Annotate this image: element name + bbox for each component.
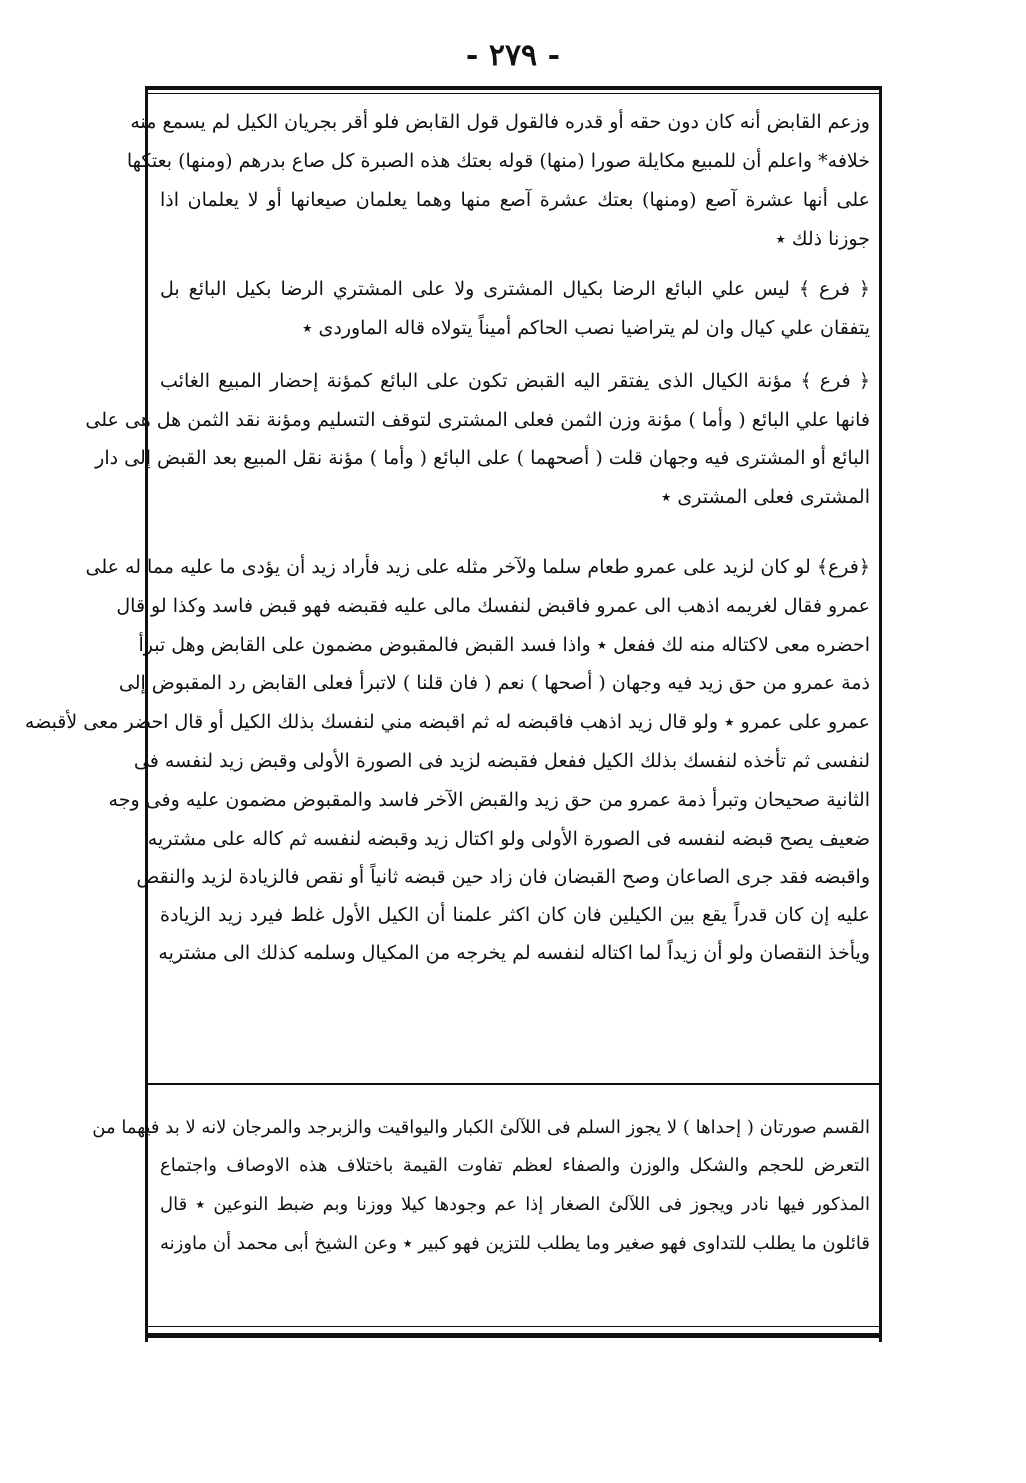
- text-line: ضعيف يصح قبضه لنفسه فى الصورة الأولى ولو اكتال زيد وقبضه لنفسه ثم كاله على مشتريه: [147, 828, 870, 850]
- text-line: الثانية صحيحان وتبرأ ذمة عمرو من حق زيد والقبض الآخر فاسد والمقبوض مضمون عليه وفى وجه: [108, 789, 870, 811]
- text-line: عمرو على عمرو ٭ ولو قال زيد اذهب فاقبضه له ثم اقبضه مني لنفسك بذلك الكيل أو قال احضر معى لأقبضه: [24, 711, 870, 733]
- footnote-line: قائلون ما يطلب للتداوى فهو صغير وما يطلب للتزين فهو كبير ٭ وعن الشيخ أبى محمد أن ماوزنه: [160, 1233, 870, 1254]
- frame-top-rule-thick: [145, 86, 882, 90]
- text-line: خلافه* واعلم أن للمبيع مكايلة صورا (منها) قوله بعتك هذه الصبرة كل صاع بدرهم (ومنها) بعتكها: [126, 150, 870, 172]
- text-line: يتفقان علي كيال وان لم يتراضيا نصب الحاكم أميناً يتولاه قاله الماوردى ٭: [302, 317, 870, 339]
- text-line: عمرو فقال لغريمه اذهب الى عمرو فاقبض لنفسك مالى عليه فقبضه فهو قبض فاسد وكذا لو قال: [116, 595, 870, 617]
- frame-top-rule-thin: [145, 93, 882, 94]
- page-number: - ٢٧٩ -: [465, 38, 561, 73]
- frame-bottom-rule-thick: [145, 1333, 882, 1338]
- text-line: على أنها عشرة آصع (ومنها) بعتك عشرة آصع منها وهما يعلمان صيعانها أو لا يعلمان اذا: [160, 189, 870, 211]
- text-line: ﴿فرع﴾ لو كان لزيد على عمرو طعام سلما ولآخر مثله على زيد فأراد زيد أن يؤدى ما عليه مما له على: [85, 556, 870, 578]
- text-line: عليه إن كان قدراً يقع بين الكيلين فان كان اكثر علمنا أن الكيل الأول غلط فيرد زيد الزيادة: [160, 904, 870, 926]
- text-line: جوزنا ذلك ٭: [775, 228, 870, 250]
- footnote-line: التعرض للحجم والشكل والوزن والصفاء لعظم تفاوت القيمة باختلاف هذه الاوصاف واجتماع: [160, 1155, 870, 1176]
- text-line: واقبضه فقد جرى الصاعان وصح القبضان فان زاد حين قبضه ثانياً أو نقص فالزيادة لزيد والنقص: [136, 866, 870, 888]
- text-line: وزعم القابض أنه كان دون حقه أو قدره فالقول قول القابض فلو أقر بجريان الكيل لم يسمع منه: [130, 111, 870, 133]
- text-line: فانها علي البائع ( وأما ) مؤنة وزن الثمن فعلى المشترى لتوقف التسليم ومؤنة نقد الثمن هل هى على: [85, 409, 870, 431]
- text-line: ذمة عمرو من حق زيد فيه وجهان ( أصحها ) نعم ( فان قلنا ) لاتبرأ فعلى القابض رد المقبوض إلى: [118, 672, 870, 694]
- text-line: ويأخذ النقصان ولو أن زيداً لما اكتاله لنفسه لم يخرجه من المكيال وسلمه كذلك الى مشتريه: [158, 942, 870, 964]
- text-line: ﴿ فرع ﴾ ليس علي البائع الرضا بكيال المشترى ولا على المشتري الرضا بكيل البائع بل: [160, 278, 870, 300]
- footnote-divider: [145, 1083, 882, 1085]
- footnote-line: القسم صورتان ( إحداها ) لا يجوز السلم فى اللآلئ الكبار واليواقيت والزبرجد والمرجان لانه لا بد فيهما من: [92, 1117, 870, 1138]
- frame-right-border: [879, 86, 882, 1342]
- text-line: البائع أو المشترى فيه وجهان قلت ( أصحهما ) على البائع ( وأما ) مؤنة نقل المبيع بعد القبض إلى دار: [95, 447, 870, 469]
- text-line: احضره معى لاكتاله منه لك ففعل ٭ واذا فسد القبض فالمقبوض مضمون على القابض وهل تبرأ: [138, 634, 870, 656]
- text-line: ﴿ فرع ﴾ مؤنة الكيال الذى يفتقر اليه القبض تكون على البائع كمؤنة إحضار المبيع الغائب: [160, 370, 870, 392]
- text-line: المشترى فعلى المشترى ٭: [660, 486, 870, 508]
- footnote-line: المذكور فيها نادر ويجوز فى اللآلئ الصغار إذا عم وجودها كيلا ووزنا وبم ضبط النوعين ٭ قال: [160, 1194, 870, 1215]
- frame-bottom-rule-thin: [145, 1326, 882, 1327]
- text-line: لنفسى ثم تأخذه لنفسك بذلك الكيل ففعل فقبضه لزيد فى الصورة الأولى وقبض زيد لنفسه فى: [133, 750, 870, 772]
